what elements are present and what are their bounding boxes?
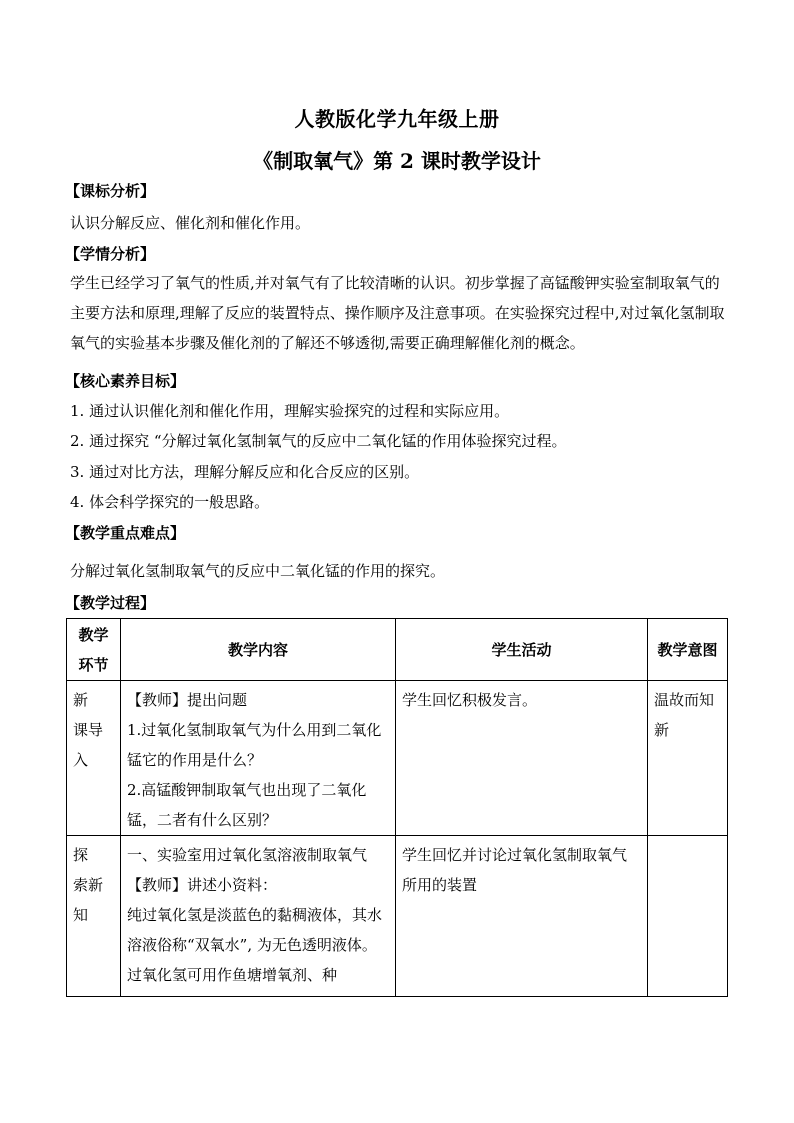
header-step-line1: 教学 [78, 625, 109, 644]
row-intent-cell [648, 836, 728, 997]
header-activity: 学生活动 [396, 619, 648, 681]
row-activity-cell [396, 681, 648, 836]
goal-item: 2. 通过探究 “分解过氧化氢制氧气的反应中二氧化锰的作用体验探究过程。 [70, 432, 567, 450]
row-content-cell [121, 836, 396, 997]
header-intent: 教学意图 [648, 619, 728, 681]
row-step: 探 索新知 [73, 846, 104, 924]
table-row [67, 681, 728, 836]
keypoints-text: 分解过氧化氢制取氧气的反应中二氧化锰的作用的探究。 [70, 562, 446, 580]
heading-goals: 【核心素养目标】 [65, 372, 186, 390]
row-step-cell [67, 681, 121, 836]
row-intent: 温故而知新 [654, 691, 715, 739]
header-step-line2: 环节 [78, 655, 109, 674]
table-row [67, 836, 728, 997]
row-activity: 学生回忆积极发言。 [402, 691, 538, 709]
row-activity-cell [396, 836, 648, 997]
heading-keypoints: 【教学重点难点】 [65, 524, 186, 542]
row-activity: 学生回忆并讨论过氧化氢制取氧气所用的装置 [402, 846, 628, 894]
header-step [67, 619, 121, 681]
goal-item: 1. 通过认识催化剂和催化作用，理解实验探究的过程和实际应用。 [70, 402, 510, 420]
content-line: 一、实验室用过氧化氢溶液制取氧气 [127, 846, 368, 864]
document-subtitle: 《制取氧气》第 2 课时教学设计 [253, 149, 541, 173]
content-line: 纯过氧化氢是淡蓝色的黏稠液体，其水溶液俗称“双氧水”, 为无色透明液体。过氧化氢可用作鱼塘增氧剂、种 [127, 906, 383, 984]
row-content-cell [121, 681, 396, 836]
content-line: 【教师】讲述小资料： [127, 876, 278, 894]
curriculum-text: 认识分解反应、催化剂和催化作用。 [70, 214, 311, 232]
table-header-row [67, 619, 728, 681]
heading-process: 【教学过程】 [65, 594, 156, 612]
heading-learners: 【学情分析】 [65, 245, 156, 263]
goal-item: 4. 体会科学探究的一般思路。 [70, 493, 270, 511]
heading-curriculum: 【课标分析】 [65, 182, 156, 200]
content-line: 2.高锰酸钾制取氧气也出现了二氧化锰，二者有什么区别？ [127, 781, 367, 829]
row-intent-cell [648, 681, 728, 836]
header-content: 教学内容 [121, 619, 396, 681]
teaching-process-table [66, 618, 728, 997]
content-line: 1.过氧化氢制取氧气为什么用到二氧化锰它的作用是什么？ [127, 721, 382, 769]
content-line: 【教师】提出问题 [127, 691, 248, 709]
row-step-cell [67, 836, 121, 997]
document-title: 人教版化学九年级上册 [294, 107, 500, 131]
learners-text: 学生已经学习了氧气的性质,并对氧气有了比较清晰的认识。初步掌握了高锰酸钾实验室制取氧气的主要方法和原理,理解了反应的装置特点、操作顺序及注意事项。在实验探究过程中,对过氧化氢制取氧气的实验基本步骤及催化剂的了解还不够透彻,需要正确理解催化剂的概念。 [70, 274, 725, 352]
row-step: 新 课导入 [73, 691, 104, 769]
row-intent [648, 836, 727, 840]
goal-item: 3. 通过对比方法，理解分解反应和化合反应的区别。 [70, 463, 420, 481]
